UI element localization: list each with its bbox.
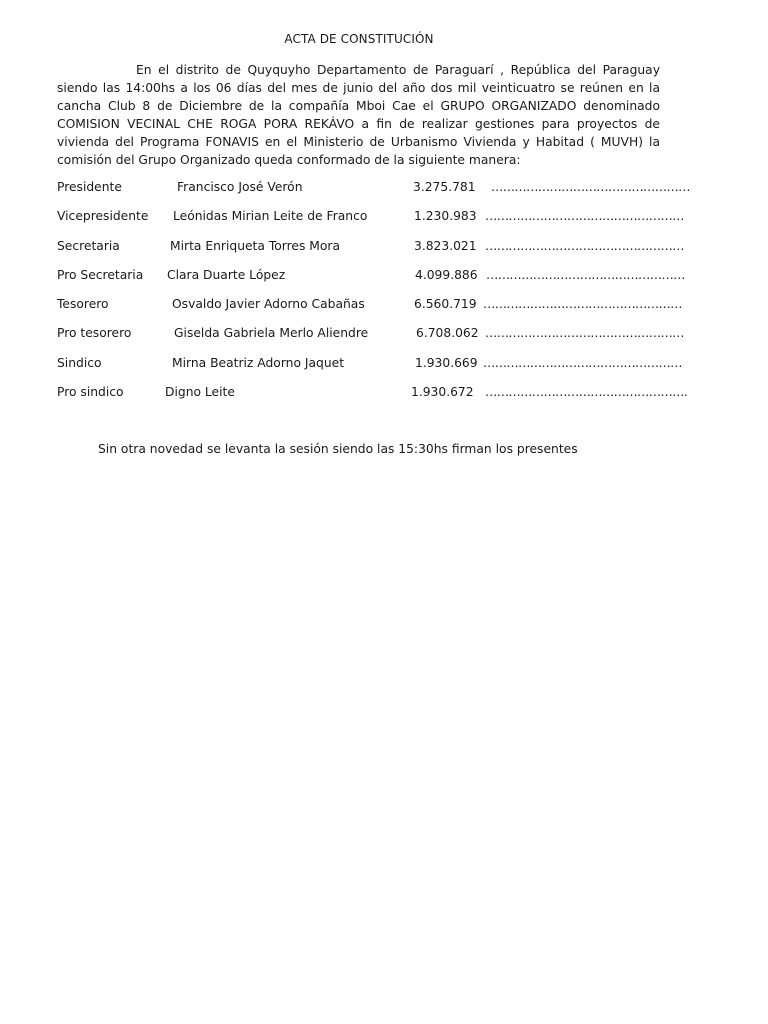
signature-line: …………………………………………… [485,326,684,341]
member-name: Mirna Beatriz Adorno Jaquet [172,355,345,370]
member-row-pro-secretaria [0,267,768,296]
member-row-vicepresidente [0,208,768,237]
member-role: Pro sindico [57,385,124,400]
signature-line: ……………………………………………. [485,385,688,400]
member-id-number: 1.230.983 [414,209,477,224]
member-role: Sindico [57,355,102,370]
signature-line: …………………………………………… [486,267,685,282]
member-name: Digno Leite [165,385,235,400]
member-role: Pro tesorero [57,326,132,341]
signature-line: …………………………………………… [491,180,690,194]
member-name: Leónidas Mirian Leite de Franco [173,209,368,224]
member-role: Secretaria [57,238,120,253]
intro-paragraph: En el distrito de Quyquyho Departamento de Paraguarí , República del Paraguay siendo las 14:00hs a los 06 días del mes de junio del año dos mil veinticuatro se reúnen en la cancha Club 8 de Diciembre de la compañía Mboi Cae el GRUPO ORGANIZADO denominado COMISION VECINAL CHE ROGA PORA REKÁVO a fin de realizar gestiones para proyectos de vivienda del Programa FONAVIS en el Ministerio de Urbanismo Vivienda y Habitad ( MUVH) la comisión del Grupo Organizado queda conformado de la siguiente manera: [57,63,660,167]
member-role: Presidente [57,180,122,194]
member-id-number: 6.708.062 [416,326,479,341]
member-id-number: 4.099.886 [415,267,478,282]
member-role: Tesorero [57,297,109,312]
member-id-number: 1.930.672 [411,385,474,400]
document-title: ACTA DE CONSTITUCIÓN [284,32,434,46]
member-name: Giselda Gabriela Merlo Aliendre [174,326,369,341]
signature-line: …………………………………………… [485,238,684,253]
member-name: Osvaldo Javier Adorno Cabañas [172,297,365,312]
member-row-pro-tesorero [0,325,768,354]
member-id-number: 6.560.719 [414,297,477,312]
closing-statement: Sin otra novedad se levanta la sesión siendo las 15:30hs firman los presentes [98,442,578,456]
member-id-number: 3.275.781 [413,180,476,194]
member-name: Mirta Enriqueta Torres Mora [170,238,340,253]
member-id-number: 3.823.021 [414,238,477,253]
member-name: Clara Duarte López [167,267,286,282]
signature-line: …………………………………………… [483,297,682,312]
signature-line: …………………………………………… [485,209,684,224]
member-row-sindico [0,355,768,384]
members-list [0,179,768,413]
member-name: Francisco José Verón [177,180,303,194]
member-row-presidente [0,179,768,208]
member-id-number: 1.930.669 [415,355,478,370]
member-row-tesorero [0,296,768,325]
member-role: Pro Secretaria [57,267,144,282]
member-row-pro-sindico [0,384,768,413]
member-row-secretaria [0,238,768,267]
member-role: Vicepresidente [57,209,149,224]
signature-line: …………………………………………… [483,355,682,370]
